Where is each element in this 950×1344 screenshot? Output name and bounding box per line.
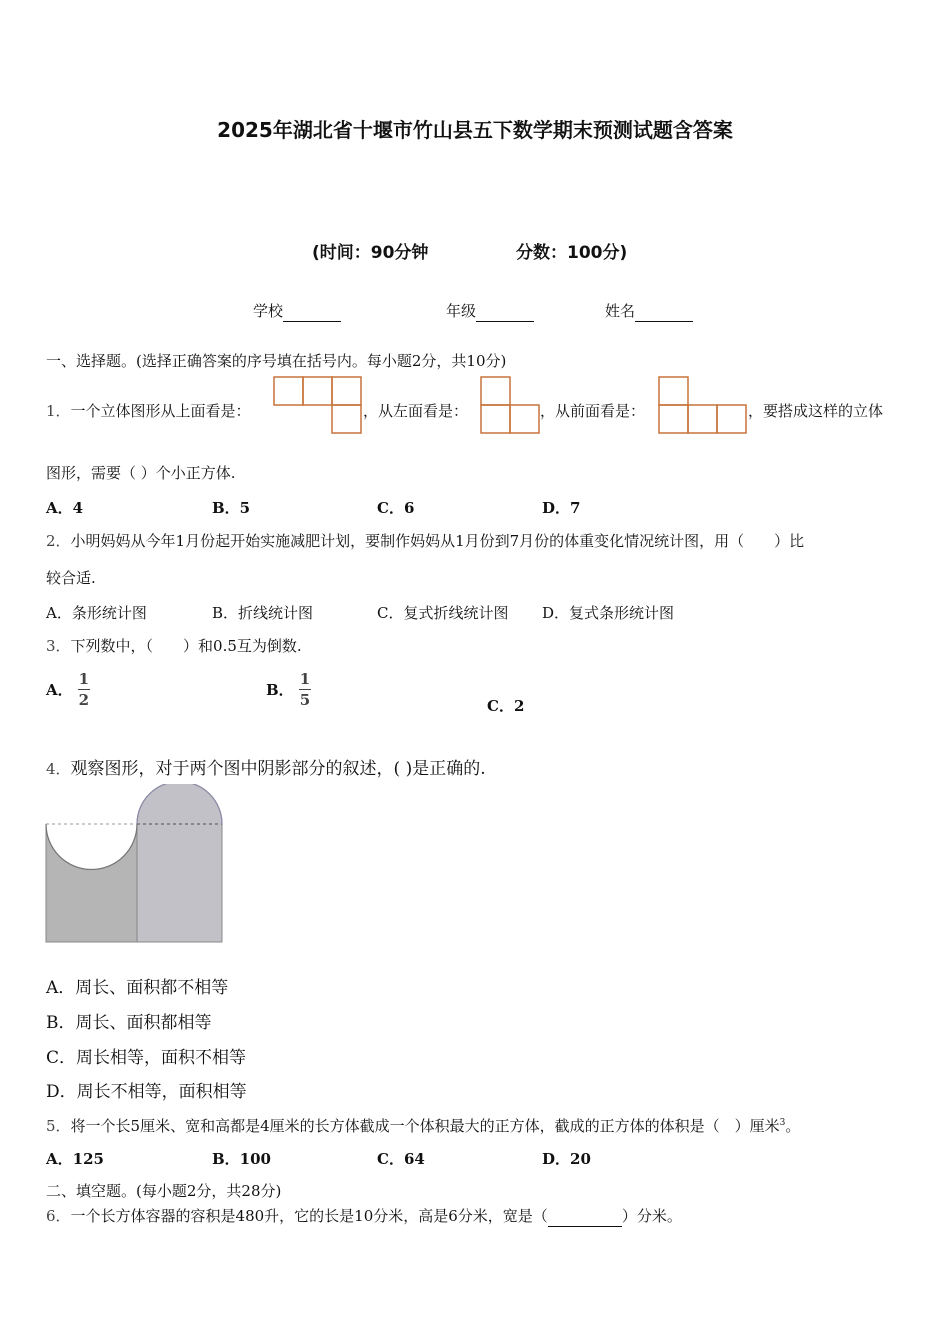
question-4 [46,754,486,779]
name-field[interactable] [605,301,693,322]
score-label: 分数：100分) [516,243,628,263]
q3-option-a[interactable] [46,670,90,709]
q1-continuation: 图形，需要（ ）个小正方体. [46,464,236,482]
time-label: (时间：90分钟 [312,243,429,263]
denominator: 5 [299,691,311,709]
question-text: 一个立体图形从上面看是： [70,402,251,420]
q1-option-a[interactable]: A．4 [46,499,84,517]
grade-field[interactable] [446,301,534,322]
q1-option-d[interactable]: D．7 [542,499,581,517]
question-3 [46,636,302,656]
q5-option-b[interactable]: B．100 [212,1150,271,1168]
question-number: 1． [46,402,71,420]
school-field[interactable] [253,301,341,322]
question-number: 4． [46,760,71,778]
question-6 [46,1206,682,1227]
numerator: 1 [299,670,311,688]
denominator: 2 [78,691,90,709]
q5-option-c[interactable]: C．64 [377,1150,425,1168]
question-1 [46,401,251,421]
question-number: 2． [46,532,71,550]
question-text: 小明妈妈从今年1月份起开始实施减肥计划，要制作妈妈从1月份到7月份的体重变化情况统计图，用（ ）比 [70,532,805,550]
school-label: 学校 [253,302,284,320]
answer-blank[interactable] [548,1206,622,1227]
question-2 [46,531,804,551]
question-number: 5． [46,1117,71,1135]
q2-continuation: 较合适. [46,569,96,587]
question-number: 6． [46,1207,71,1225]
school-blank [283,301,341,322]
question-number: 3． [46,637,71,655]
fraction-one-fifth [299,670,311,709]
q5-option-a[interactable]: A．125 [46,1150,104,1168]
shaded-shapes-figure [44,784,226,946]
option-label: A． [46,681,73,699]
q2-option-d[interactable]: D．复式条形统计图 [542,604,675,622]
question-text: 将一个长5厘米、宽和高都是4厘米的长方体截成一个体积最大的正方体，截成的正方体的体积是（ ）厘米 [70,1117,780,1135]
question-end: ）分米。 [621,1207,682,1225]
q1-text-front: ，从前面看是： [540,402,646,420]
question-5 [46,1113,800,1136]
question-text: 一个长方体容器的容积是480升，它的长是10分米，高是6分米，宽是（ [70,1207,548,1225]
q2-option-c[interactable]: C．复式折线统计图 [377,604,509,622]
q5-option-d[interactable]: D．20 [542,1150,591,1168]
name-label: 姓名 [605,302,636,320]
question-end: 。 [785,1117,801,1135]
question-text: 观察图形，对于两个图中阴影部分的叙述，( )是正确的. [70,759,486,779]
fraction-one-half [78,670,90,709]
question-text: 下列数中，（ ）和0.5互为倒数. [70,637,302,655]
grade-blank [476,301,534,322]
front-view-figure [657,375,749,435]
q4-option-d[interactable]: D．周长不相等，面积相等 [46,1082,247,1102]
numerator: 1 [78,670,90,688]
q3-option-b[interactable] [266,670,311,709]
q1-option-b[interactable]: B．5 [212,499,251,517]
cube-superscript: 3 [779,1118,786,1128]
q4-option-c[interactable]: C．周长相等，面积不相等 [46,1048,247,1068]
top-view-figure [272,375,364,435]
section-heading-choice: 一、选择题。(选择正确答案的序号填在括号内。每小题2分，共10分) [46,352,507,370]
section-heading-fill: 二、填空题。(每小题2分，共28分) [46,1182,282,1200]
q4-option-b[interactable]: B．周长、面积都相等 [46,1013,212,1033]
option-label: B． [266,681,294,699]
left-view-figure [479,375,541,435]
page-title: 2025年湖北省十堰市竹山县五下数学期末预测试题含答案 [217,118,733,142]
q4-option-a[interactable]: A．周长、面积都不相等 [46,978,229,998]
q1-text-left: ，从左面看是： [363,402,469,420]
q1-option-c[interactable]: C．6 [377,499,415,517]
name-blank [635,301,693,322]
grade-label: 年级 [446,302,477,320]
q2-option-a[interactable]: A．条形统计图 [46,604,147,622]
q2-option-b[interactable]: B．折线统计图 [212,604,314,622]
q1-text-end: ，要搭成这样的立体 [748,402,884,420]
q3-option-c[interactable]: C．2 [487,697,525,715]
